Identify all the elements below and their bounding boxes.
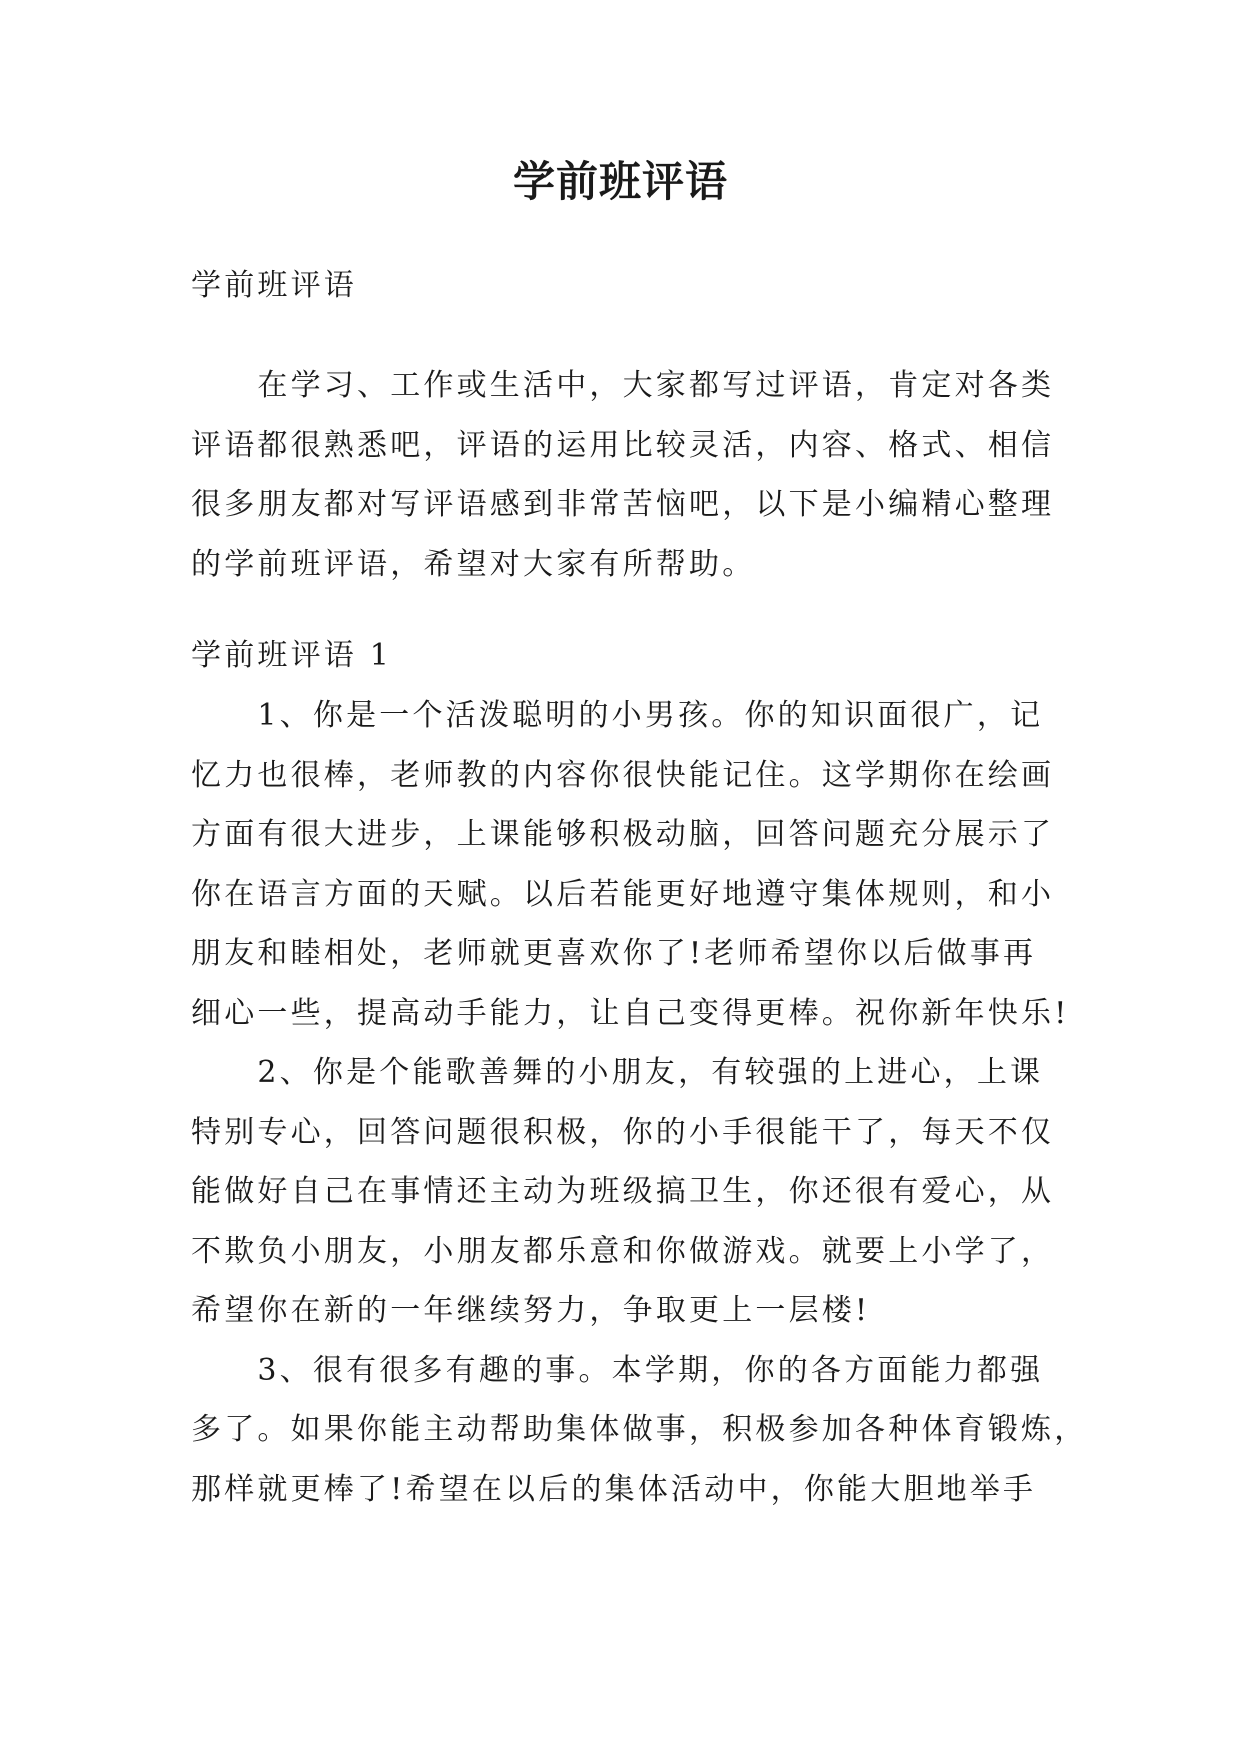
section-heading: 学前班评语 1 [191,638,393,673]
text-line: 的学前班评语，希望对大家有所帮助。 [191,546,756,582]
text-line: 评语都很熟悉吧，评语的运用比较灵活，内容、格式、相信 [191,427,1055,463]
document-subtitle: 学前班评语 [191,268,357,303]
text-line: 多了。如果你能主动帮助集体做事，积极参加各种体育锻炼， [191,1412,1088,1447]
text-line: 方面有很大进步，上课能够积极动脑，回答问题充分展示了 [191,817,1055,852]
text-line: 忆力也很棒，老师教的内容你很快能记住。这学期你在绘画 [191,757,1055,793]
text-line: 在学习、工作或生活中，大家都写过评语，肯定对各类 [191,368,1055,403]
text-line: 特别专心，回答问题很积极，你的小手很能干了，每天不仅 [191,1114,1055,1150]
text-line: 不欺负小朋友，小朋友都乐意和你做游戏。就要上小学了， [191,1233,1055,1269]
text-line: 希望你在新的一年继续努力，争取更上一层楼! [191,1293,871,1328]
text-line: 细心一些，提高动手能力，让自己变得更棒。祝你新年快乐! [191,995,1070,1031]
text-line: 很多朋友都对写评语感到非常苦恼吧，以下是小编精心整理 [191,487,1055,522]
document-title: 学前班评语 [512,157,728,206]
text-line: 2、你是个能歌善舞的小朋友，有较强的上进心，上课 [191,1055,1044,1090]
text-line: 朋友和睦相处，老师就更喜欢你了!老师希望你以后做事再 [191,936,1037,971]
text-line: 能做好自己在事情还主动为班级搞卫生，你还很有爱心，从 [191,1174,1055,1209]
text-line: 那样就更棒了!希望在以后的集体活动中，你能大胆地举手 [191,1471,1037,1507]
section-body [191,686,1088,1519]
text-line: 1、你是一个活泼聪明的小男孩。你的知识面很广，记 [191,698,1044,733]
text-line: 你在语言方面的天赋。以后若能更好地遵守集体规则，和小 [191,876,1055,912]
intro-paragraph [191,356,1055,594]
text-line: 3、很有很多有趣的事。本学期，你的各方面能力都强 [191,1352,1044,1388]
